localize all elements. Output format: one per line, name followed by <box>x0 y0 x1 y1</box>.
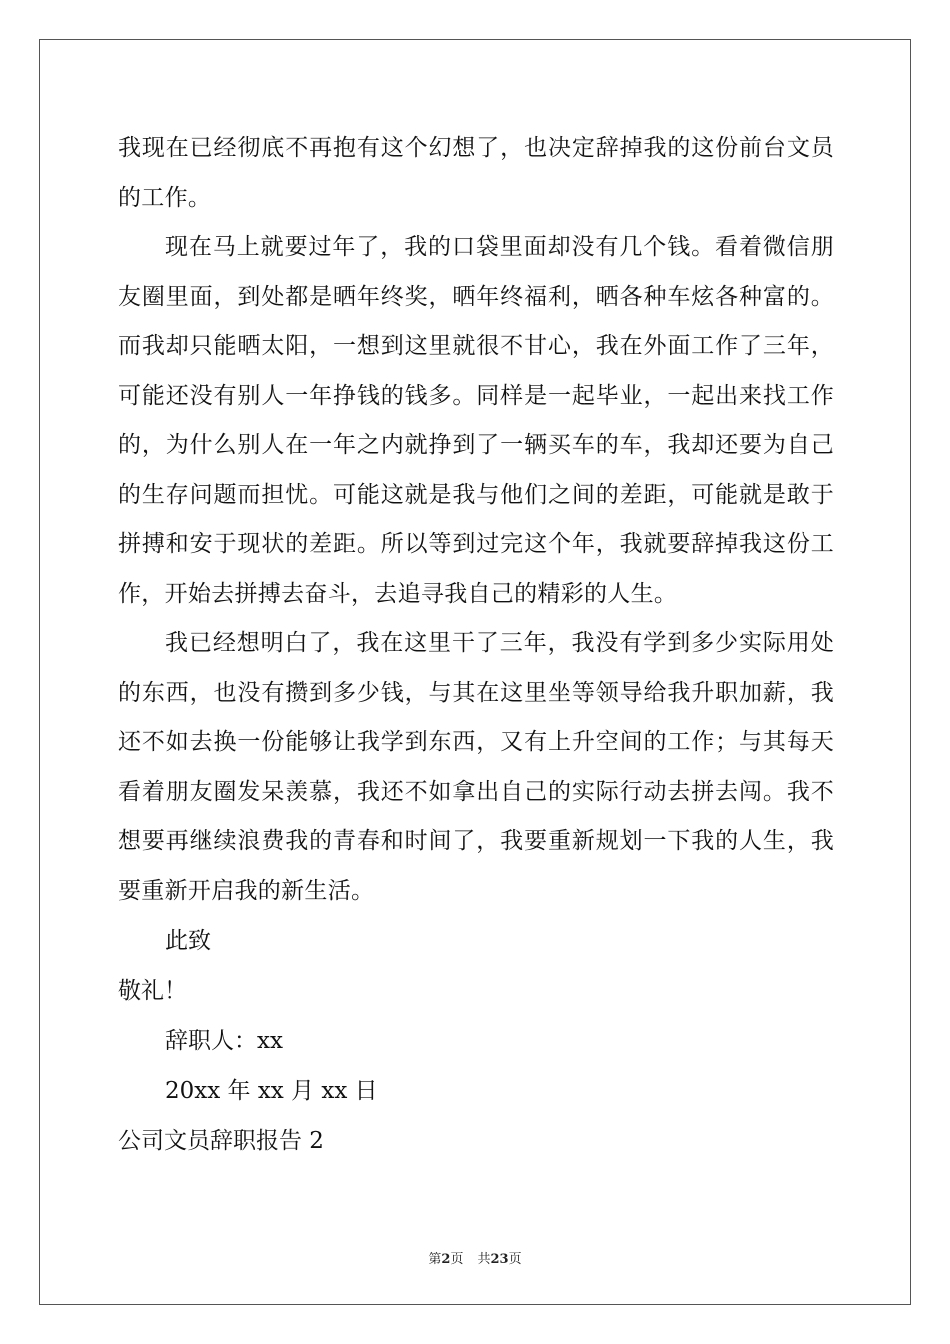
text-line: 可能还没有别人一年挣钱的钱多。同样是一起毕业，一起出来找工作 <box>118 382 834 409</box>
text-line: 我现在已经彻底不再抱有这个幻想了，也决定辞掉我的这份前台文员 <box>118 135 834 161</box>
document-body <box>118 124 834 1166</box>
text-line: 还不如去换一份能够让我学到东西，又有上升空间的工作；与其每天 <box>118 729 834 755</box>
text-line: 的，为什么别人在一年之内就挣到了一辆买车的车，我却还要为自己 <box>118 432 834 458</box>
text-line: 作，开始去拼搏去奋斗，去追寻我自己的精彩的人生。 <box>118 580 678 607</box>
section-title: 公司文员辞职报告 2 <box>118 1128 324 1154</box>
text-line: 而我却只能晒太阳，一想到这里就很不甘心，我在外面工作了三年， <box>118 333 834 359</box>
closing-line: 此致 <box>165 928 211 954</box>
page-suffix: 页 <box>450 1252 464 1267</box>
page-prefix: 第 <box>428 1252 442 1267</box>
text-line: 的工作。 <box>118 184 212 211</box>
text-line: 要重新开启我的新生活。 <box>118 877 375 904</box>
text-line: 现在马上就要过年了，我的口袋里面却没有几个钱。看着微信朋 <box>165 234 834 260</box>
text-line: 拼搏和安于现状的差距。所以等到过完这个年，我就要辞掉我这份工 <box>118 531 834 557</box>
signature-line: 辞职人：xx <box>165 1028 283 1054</box>
text-line: 的生存问题而担忧。可能这就是我与他们之间的差距，可能就是敢于 <box>118 481 834 508</box>
total-prefix: 共 <box>477 1252 491 1267</box>
text-line: 想要再继续浪费我的青春和时间了，我要重新规划一下我的人生，我 <box>118 828 834 854</box>
paragraph-3 <box>118 619 834 916</box>
text-line: 的东西，也没有攒到多少钱，与其在这里坐等领导给我升职加薪，我 <box>118 679 834 706</box>
date-line: 20xx 年 xx 月 xx 日 <box>165 1078 378 1104</box>
salute-line: 敬礼！ <box>118 978 187 1004</box>
page-footer <box>0 1248 950 1267</box>
page-number: 2 <box>441 1252 451 1267</box>
paragraph-2 <box>118 223 834 619</box>
text-line: 我已经想明白了，我在这里干了三年，我没有学到多少实际用处 <box>165 630 834 656</box>
text-line: 友圈里面，到处都是晒年终奖，晒年终福利，晒各种车炫各种富的。 <box>118 283 834 310</box>
total-pages: 23 <box>490 1252 509 1267</box>
paragraph-1 <box>118 124 834 223</box>
total-suffix: 页 <box>508 1252 522 1267</box>
text-line: 看着朋友圈发呆羡慕，我还不如拿出自己的实际行动去拼去闯。我不 <box>118 778 834 805</box>
